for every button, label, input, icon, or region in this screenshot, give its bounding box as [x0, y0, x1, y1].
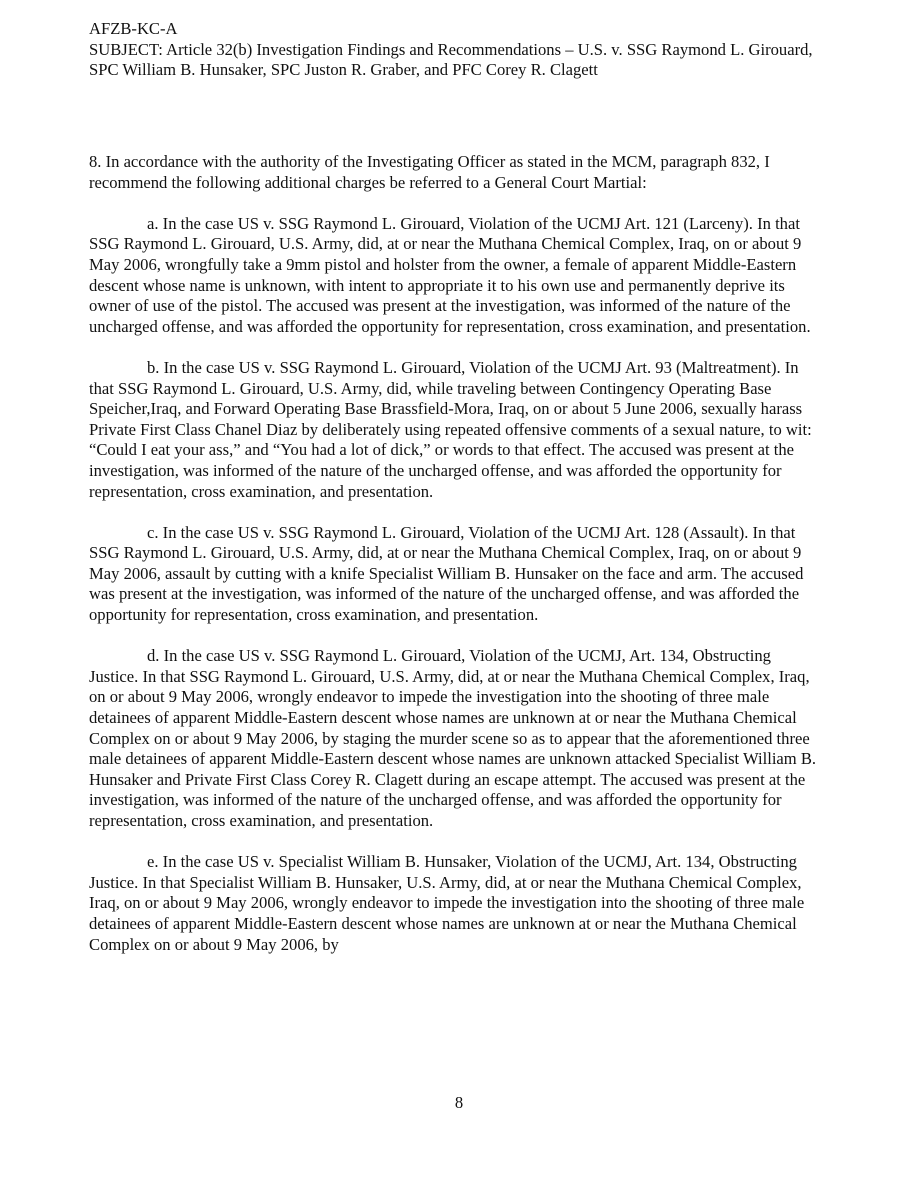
paragraph-8e: e. In the case US v. Specialist William B. Hunsaker, Violation of the UCMJ, Art. 134, Obstructing Justice. In that Specialist William B. Hunsaker, U.S. Army, did, at or near the Muthana Chemical Complex, Iraq, on or about 9 May 2006, wrongly endeavor to impede the investigation into the shooting of three male detainees of apparent Middle-Eastern descent whose names are unknown at or near the Muthana Chemical Complex on or about 9 May 2006, by [89, 852, 805, 954]
paragraph-8b: b. In the case US v. SSG Raymond L. Girouard, Violation of the UCMJ Art. 93 (Maltreatment). In that SSG Raymond L. Girouard, U.S. Army, did, while traveling between Contingency Operating Base Speicher,Iraq, and Forward Operating Base Brassfield-Mora, Iraq, on or about 5 June 2006, sexually harass Private First Class Chanel Diaz by deliberately using repeated offensive comments of a sexual nature, to wit: “Could I eat your ass,” and “You had a lot of dick,” or words to that effect. The accused was present at the investigation, was informed of the nature of the uncharged offense, and was afforded the opportunity for representation, cross examination, and presentation. [89, 357, 812, 501]
subject-line: SUBJECT: Article 32(b) Investigation Findings and Recommendations – U.S. v. SSG Raymond L. Girouard, SPC William B. Hunsaker, SPC Juston R. Graber, and PFC Corey R. Clagett [89, 39, 813, 79]
paragraph-8: 8. In accordance with the authority of the Investigating Officer as stated in the MCM, paragraph 832, I recommend the following additional charges be referred to a General Court Martial: [89, 152, 770, 192]
memo-header [89, 19, 829, 81]
paragraph-8d: d. In the case US v. SSG Raymond L. Girouard, Violation of the UCMJ, Art. 134, Obstructing Justice. In that SSG Raymond L. Girouard, U.S. Army, did, at or near the Muthana Chemical Complex, Iraq, on or about 9 May 2006, wrongly endeavor to impede the investigation into the shooting of three male detainees of apparent Middle-Eastern descent whose names are unknown at or near the Muthana Chemical Complex on or about 9 May 2006, by staging the murder scene so as to appear that the aforementioned three male detainees of apparent Middle-Eastern descent whose names are unknown attacked Specialist William B. Hunsaker and Private First Class Corey R. Clagett during an escape attempt. The accused was present at the investigation, was informed of the nature of the uncharged offense, and was afforded the opportunity for representation, cross examination, and presentation. [89, 646, 817, 830]
paragraph-8c: c. In the case US v. SSG Raymond L. Girouard, Violation of the UCMJ Art. 128 (Assault). In that SSG Raymond L. Girouard, U.S. Army, did, at or near the Muthana Chemical Complex, Iraq, on or about 9 May 2006, assault by cutting with a knife Specialist William B. Hunsaker on the face and arm. The accused was present at the investigation, was informed of the nature of the uncharged offense, and was afforded the opportunity for representation, cross examination, and presentation. [89, 522, 804, 625]
page-number: 8 [454, 1093, 464, 1112]
paragraph-8a: a. In the case US v. SSG Raymond L. Girouard, Violation of the UCMJ Art. 121 (Larceny). In that SSG Raymond L. Girouard, U.S. Army, did, at or near the Muthana Chemical Complex, Iraq, on or about 9 May 2006, wrongfully take a 9mm pistol and holster from the owner, a female of apparent Middle-Eastern descent whose name is unknown, with intent to appropriate it to his own use and permanently deprive its owner of use of the pistol. The accused was present at the investigation, was informed of the nature of the uncharged offense, and was afforded the opportunity for representation, cross examination, and presentation. [89, 213, 811, 336]
document-body [89, 152, 819, 976]
office-symbol: AFZB-KC-A [89, 19, 178, 38]
